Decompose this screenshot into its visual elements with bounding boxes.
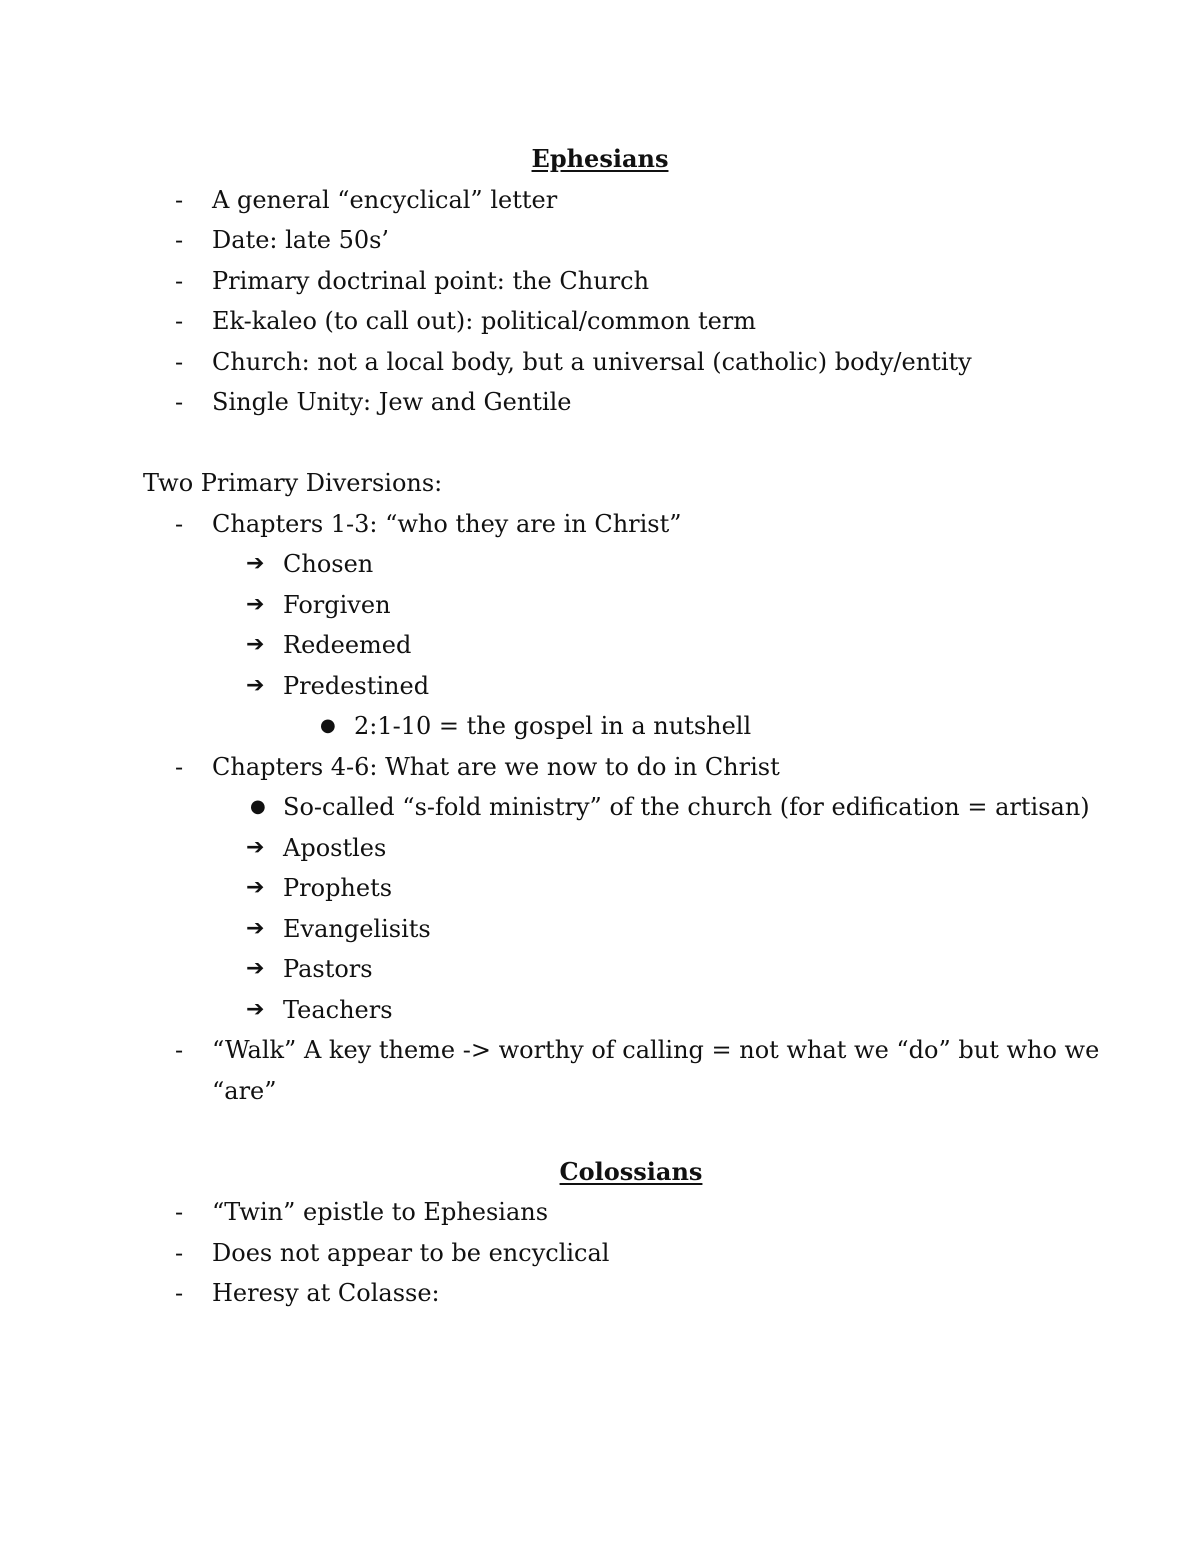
- page-content: [0, 139, 1200, 1314]
- diversions-heading: [0, 463, 1200, 504]
- list-item: [0, 301, 1200, 342]
- dash-marker: -: [175, 388, 184, 416]
- ephesians-title: Ephesians: [531, 144, 669, 173]
- list-item-text: Chapters 1-3: “who they are in Christ”: [212, 509, 682, 538]
- list-item-text: Forgiven: [283, 590, 391, 619]
- list-item: [0, 1192, 1200, 1233]
- list-item-text: Heresy at Colasse:: [212, 1279, 440, 1307]
- list-item-text: Teachers: [283, 995, 393, 1024]
- colossians-title: Colossians: [559, 1156, 703, 1186]
- list-item-text: Redeemed: [283, 631, 412, 659]
- bullet-icon: ●: [250, 796, 266, 817]
- dash-marker: -: [175, 226, 184, 254]
- list-item-text: “Twin” epistle to Ephesians: [212, 1198, 549, 1226]
- list-item: [0, 990, 1200, 1031]
- list-item-text: Chosen: [283, 550, 374, 578]
- dash-marker: -: [175, 509, 184, 538]
- list-item-text: Prophets: [283, 874, 393, 902]
- list-item-text: Pastors: [283, 955, 373, 983]
- spacer: [0, 1111, 1200, 1152]
- list-item-text: Predestined: [283, 671, 430, 700]
- list-item: [0, 180, 1200, 221]
- arrow-icon: ➔: [246, 956, 265, 981]
- list-item: [0, 585, 1200, 626]
- list-item-text: Date: late 50s’: [212, 226, 390, 254]
- arrow-icon: ➔: [246, 632, 265, 657]
- list-item: [0, 220, 1200, 261]
- arrow-icon: ➔: [246, 915, 265, 941]
- list-item-text: Evangelisits: [283, 914, 431, 943]
- list-item: [0, 828, 1200, 869]
- dash-marker: -: [175, 266, 184, 295]
- list-item-continuation: [0, 1071, 1200, 1112]
- list-item: [0, 342, 1200, 383]
- arrow-icon: ➔: [246, 591, 265, 617]
- list-item: [0, 625, 1200, 666]
- dash-marker: -: [175, 1279, 184, 1307]
- list-item-text: Does not appear to be encyclical: [212, 1238, 610, 1267]
- dash-marker: -: [175, 1036, 184, 1064]
- list-item-text: A general “encyclical” letter: [212, 185, 558, 214]
- list-item-text: Primary doctrinal point: the Church: [212, 266, 650, 295]
- list-item-text: Chapters 4-6: What are we now to do in Christ: [212, 752, 780, 781]
- list-item: [0, 1273, 1200, 1314]
- spacer: [0, 423, 1200, 464]
- list-item-text: So-called “s-fold ministry” of the church (for edification = artisan): [283, 793, 1090, 821]
- section-heading-text: Two Primary Diversions:: [143, 469, 443, 497]
- list-item: [0, 382, 1200, 423]
- list-item-text: Church: not a local body, but a universal (catholic) body/entity: [212, 347, 972, 376]
- arrow-icon: ➔: [246, 834, 265, 860]
- list-item: [0, 909, 1200, 950]
- arrow-icon: ➔: [246, 551, 265, 576]
- list-item-text: Apostles: [283, 833, 387, 862]
- list-item: [0, 1030, 1200, 1071]
- list-item: [0, 666, 1200, 707]
- dash-marker: -: [175, 185, 184, 214]
- list-item: [0, 1233, 1200, 1274]
- list-item: [0, 706, 1200, 747]
- dash-marker: -: [175, 1198, 184, 1226]
- list-item: [0, 747, 1200, 788]
- dash-marker: -: [175, 1238, 184, 1267]
- list-item-text: 2:1-10 = the gospel in a nutshell: [354, 712, 752, 740]
- list-item-text: Single Unity: Jew and Gentile: [212, 388, 572, 416]
- list-item: [0, 949, 1200, 990]
- list-item-text: “are”: [212, 1076, 277, 1105]
- list-item: [0, 504, 1200, 545]
- list-item: [0, 787, 1200, 828]
- arrow-icon: ➔: [246, 672, 265, 698]
- dash-marker: -: [175, 347, 184, 376]
- list-item-text: Ek-kaleo (to call out): political/common term: [212, 307, 757, 335]
- dash-marker: -: [175, 752, 184, 781]
- arrow-icon: ➔: [246, 875, 265, 900]
- list-item-text: “Walk” A key theme -> worthy of calling = not what we “do” but who we: [212, 1036, 1100, 1064]
- bullet-icon: ●: [320, 715, 336, 736]
- list-item: [0, 544, 1200, 585]
- dash-marker: -: [175, 307, 184, 335]
- arrow-icon: ➔: [246, 996, 265, 1022]
- list-item: [0, 868, 1200, 909]
- list-item: [0, 261, 1200, 302]
